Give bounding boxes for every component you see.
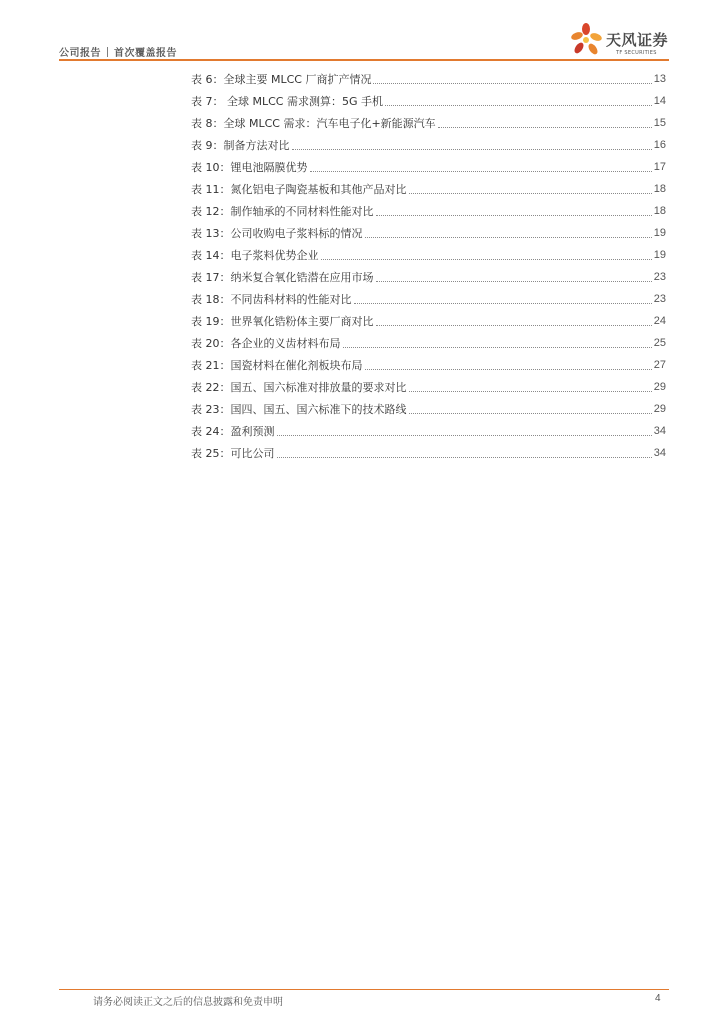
toc-leader-dots	[376, 215, 652, 216]
toc-entry-title[interactable]: 表 10：锂电池隔膜优势	[191, 161, 308, 174]
toc-entry[interactable]	[191, 156, 666, 178]
toc-leader-dots	[343, 347, 652, 348]
toc-entry-page[interactable]: 34	[653, 447, 666, 459]
toc-leader-dots	[373, 83, 651, 84]
toc-entry-page[interactable]: 23	[653, 293, 666, 305]
toc-entry[interactable]	[191, 332, 666, 354]
toc-entry-title[interactable]: 表 17：纳米复合氧化锆潜在应用市场	[191, 271, 374, 284]
toc-leader-dots	[365, 369, 652, 370]
toc-entry[interactable]	[191, 266, 666, 288]
toc-entry-title[interactable]: 表 13：公司收购电子浆料标的情况	[191, 227, 363, 240]
toc-entry[interactable]	[191, 68, 666, 90]
toc-entry[interactable]	[191, 178, 666, 200]
toc-leader-dots	[292, 149, 652, 150]
toc-entry-page[interactable]: 23	[653, 271, 666, 283]
toc-entry[interactable]	[191, 134, 666, 156]
toc-entry-title[interactable]: 表 20：各企业的义齿材料布局	[191, 337, 341, 350]
toc-entry-title[interactable]: 表 23：国四、国五、国六标准下的技术路线	[191, 403, 407, 416]
table-of-contents	[191, 68, 666, 464]
toc-entry-title[interactable]: 表 19：世界氧化锆粉体主要厂商对比	[191, 315, 374, 328]
toc-entry-page[interactable]: 18	[653, 205, 666, 217]
toc-entry-title[interactable]: 表 6：全球主要 MLCC 厂商扩产情况	[191, 73, 372, 86]
toc-entry-page[interactable]: 19	[653, 249, 666, 261]
toc-entry-title[interactable]: 表 14：电子浆料优势企业	[191, 249, 319, 262]
toc-entry-page[interactable]: 17	[653, 161, 666, 173]
toc-leader-dots	[277, 435, 652, 436]
logo-chinese-name: 天风证券	[606, 31, 669, 49]
toc-entry-title[interactable]: 表 21：国瓷材料在催化剂板块布局	[191, 359, 363, 372]
toc-entry[interactable]	[191, 244, 666, 266]
tf-securities-logo	[569, 22, 673, 58]
footer-divider	[59, 989, 669, 990]
toc-leader-dots	[321, 259, 652, 260]
toc-entry-page[interactable]: 27	[653, 359, 666, 371]
report-type: 公司报告	[59, 48, 101, 59]
toc-entry-page[interactable]: 15	[653, 117, 666, 129]
toc-leader-dots	[385, 105, 652, 106]
toc-entry[interactable]	[191, 310, 666, 332]
flower-logo-icon	[569, 22, 605, 58]
toc-entry-page[interactable]: 13	[653, 73, 666, 85]
toc-leader-dots	[438, 127, 652, 128]
toc-entry-title[interactable]: 表 22：国五、国六标准对排放量的要求对比	[191, 381, 407, 394]
report-type-label	[59, 44, 177, 59]
toc-leader-dots	[376, 281, 652, 282]
page-number: 4	[655, 993, 661, 1004]
toc-leader-dots	[409, 193, 652, 194]
toc-leader-dots	[376, 325, 652, 326]
toc-entry[interactable]	[191, 376, 666, 398]
toc-entry[interactable]	[191, 200, 666, 222]
toc-entry[interactable]	[191, 222, 666, 244]
toc-entry[interactable]	[191, 288, 666, 310]
toc-entry-page[interactable]: 29	[653, 381, 666, 393]
header-divider	[59, 59, 669, 61]
toc-entry-page[interactable]: 18	[653, 183, 666, 195]
toc-leader-dots	[277, 457, 652, 458]
toc-entry-title[interactable]: 表 11：氮化铝电子陶瓷基板和其他产品对比	[191, 183, 407, 196]
toc-entry-page[interactable]: 19	[653, 227, 666, 239]
toc-entry[interactable]	[191, 112, 666, 134]
toc-entry-page[interactable]: 34	[653, 425, 666, 437]
toc-entry-page[interactable]: 14	[653, 95, 666, 107]
header-separator	[107, 47, 108, 57]
toc-entry-title[interactable]: 表 12：制作轴承的不同材料性能对比	[191, 205, 374, 218]
toc-leader-dots	[354, 303, 652, 304]
toc-entry-title[interactable]: 表 25：可比公司	[191, 447, 275, 460]
toc-entry[interactable]	[191, 354, 666, 376]
toc-entry[interactable]	[191, 398, 666, 420]
toc-entry-page[interactable]: 29	[653, 403, 666, 415]
toc-entry[interactable]	[191, 420, 666, 442]
toc-leader-dots	[365, 237, 652, 238]
logo-english-name: TF SECURITIES	[616, 50, 657, 56]
toc-entry-title[interactable]: 表 18：不同齿科材料的性能对比	[191, 293, 352, 306]
toc-entry-title[interactable]: 表 7： 全球 MLCC 需求测算：5G 手机	[191, 95, 383, 108]
toc-leader-dots	[409, 413, 652, 414]
toc-entry-title[interactable]: 表 8：全球 MLCC 需求：汽车电子化+新能源汽车	[191, 117, 436, 130]
toc-entry[interactable]	[191, 90, 666, 112]
toc-entry-page[interactable]: 24	[653, 315, 666, 327]
toc-entry-page[interactable]: 16	[653, 139, 666, 151]
toc-leader-dots	[409, 391, 652, 392]
page-header	[0, 0, 724, 64]
toc-entry-title[interactable]: 表 9：制备方法对比	[191, 139, 290, 152]
footer-disclaimer: 请务必阅读正文之后的信息披露和免责申明	[93, 997, 283, 1008]
toc-entry[interactable]	[191, 442, 666, 464]
toc-entry-page[interactable]: 25	[653, 337, 666, 349]
toc-leader-dots	[310, 171, 652, 172]
report-subtype: 首次覆盖报告	[114, 48, 177, 59]
toc-entry-title[interactable]: 表 24：盈利预测	[191, 425, 275, 438]
